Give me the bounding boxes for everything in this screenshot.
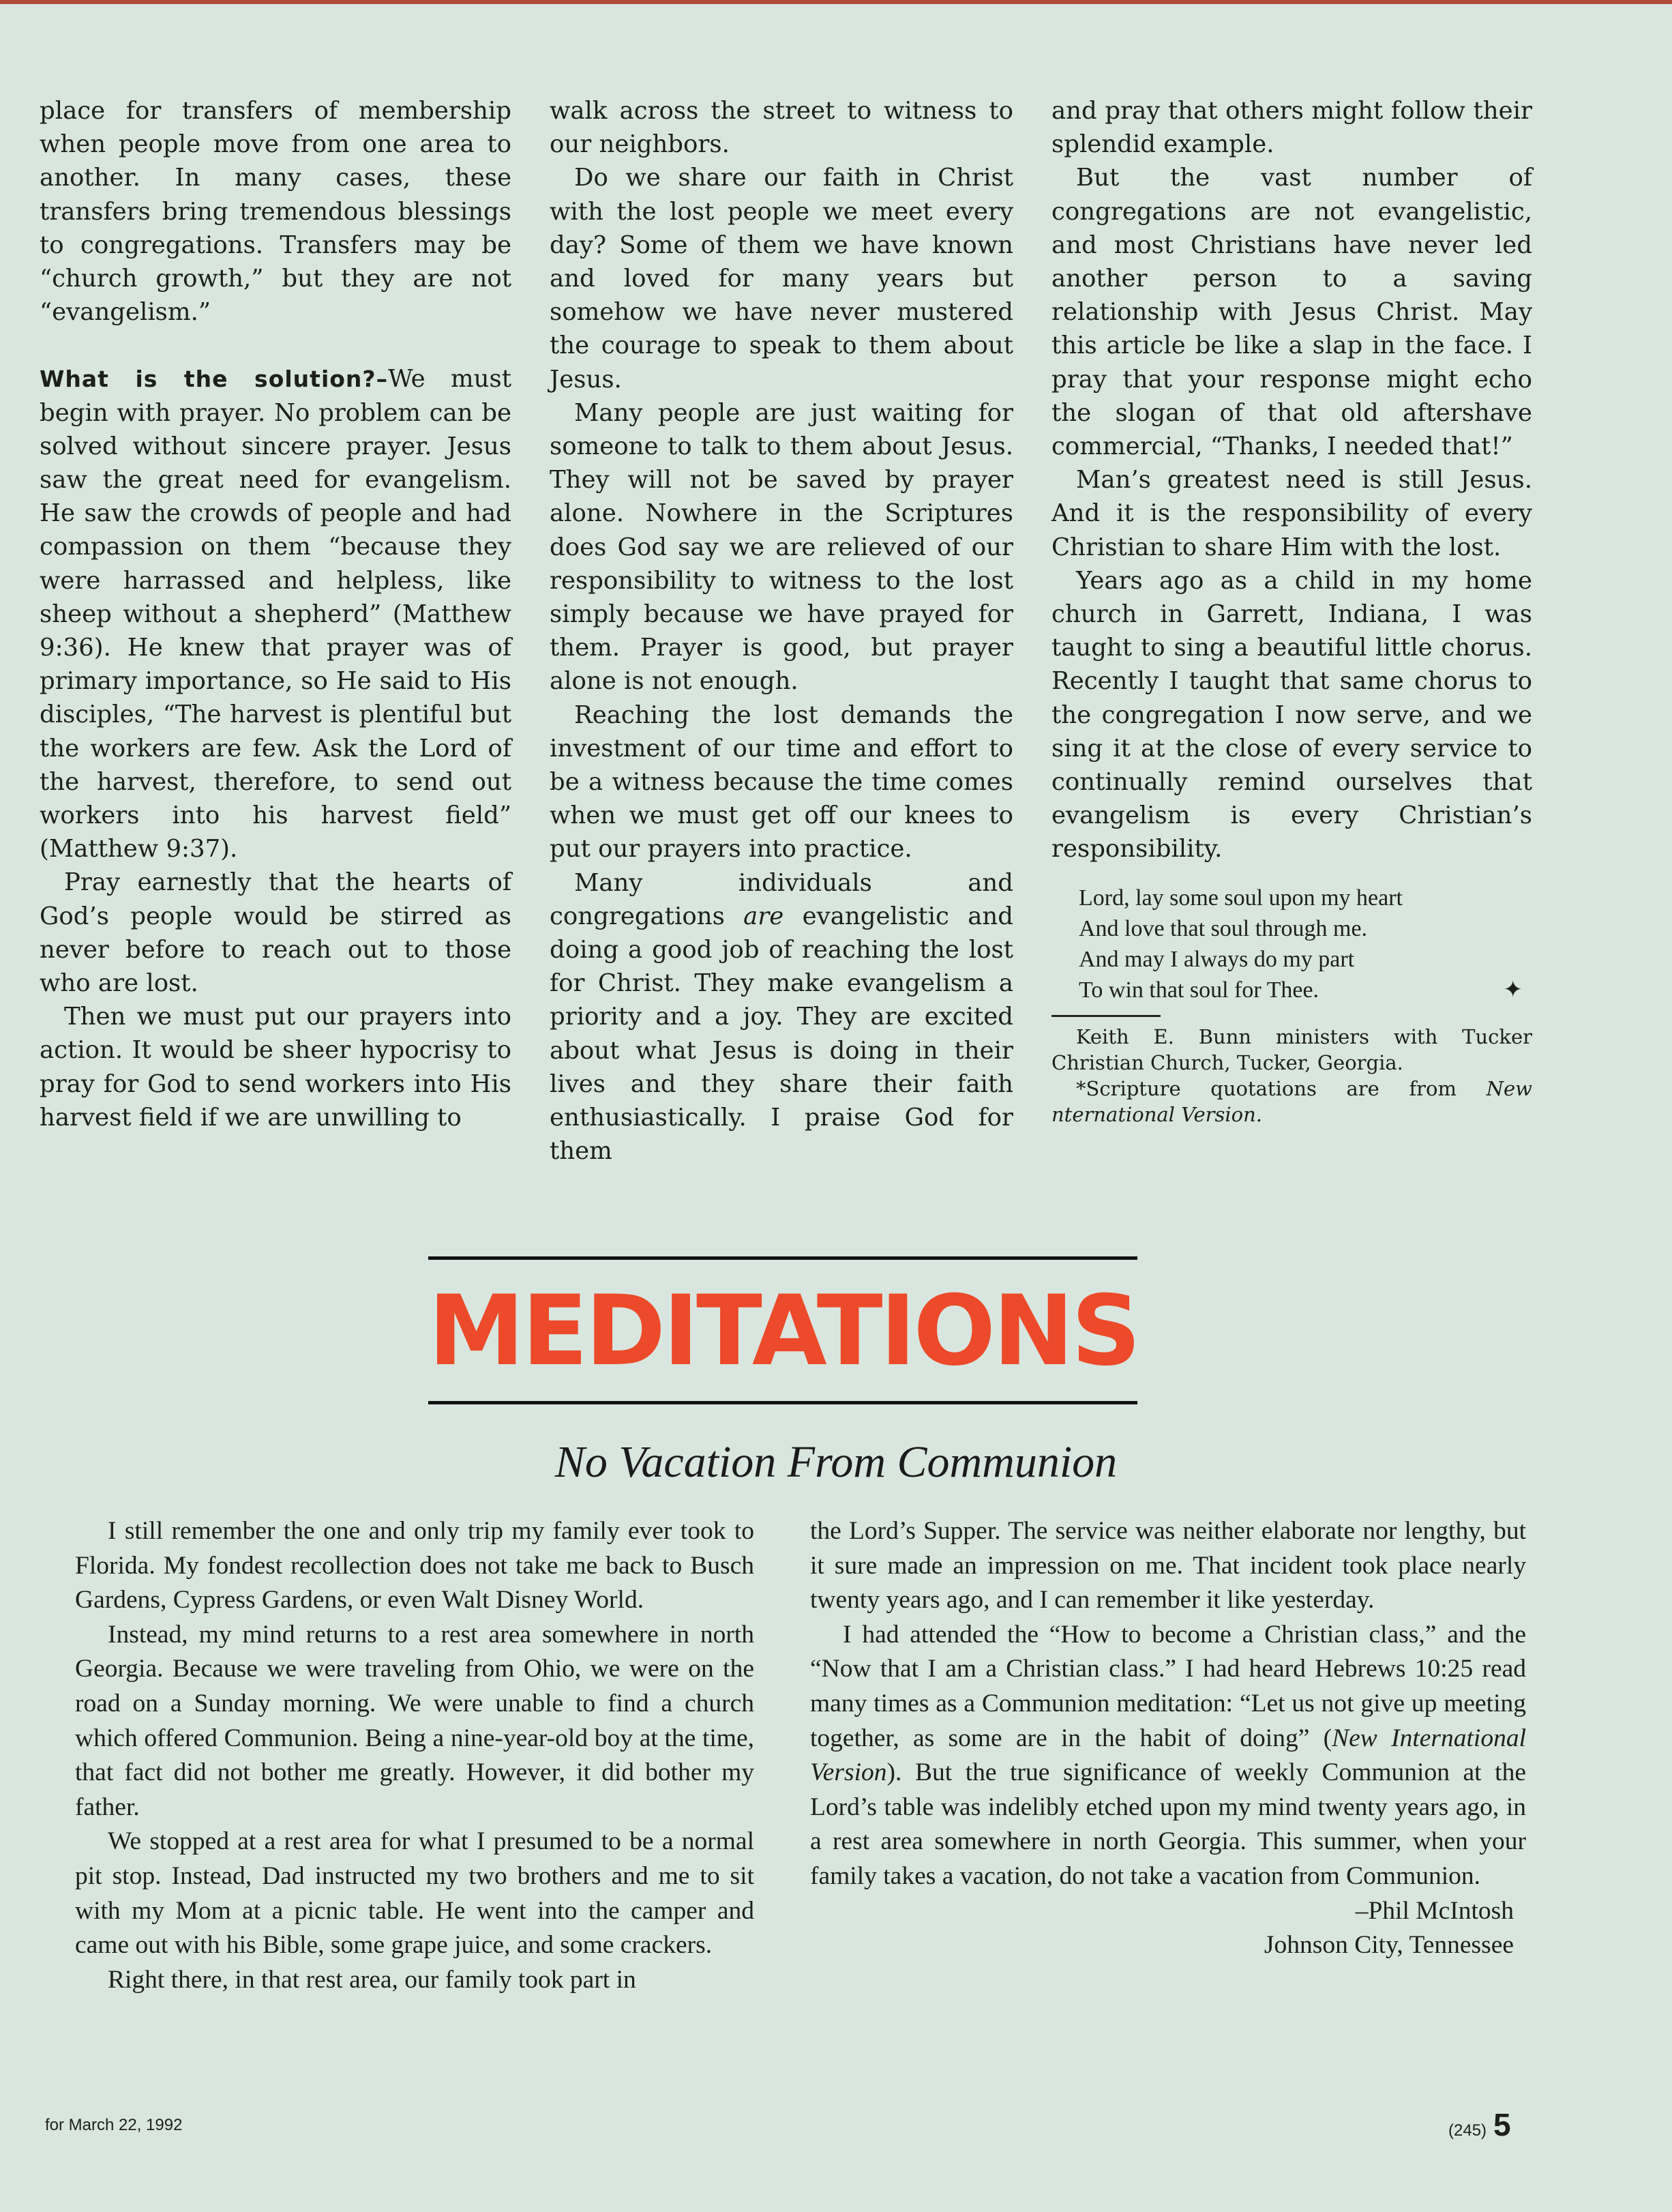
author-bio: Keith E. Bunn ministers with Tucker Christian Church, Tucker, Georgia. xyxy=(1051,1024,1532,1074)
meditation-column-1 xyxy=(75,1514,754,1997)
masthead-title: MEDITATIONS xyxy=(428,1275,1139,1387)
emphasis-text: are xyxy=(743,902,784,930)
paragraph: place for transfers of membership when people move from one area to another. In many cases, these transfers bring tremendous blessings to congregations. Transfers may be “church growth,” but they are not “evangelism.” xyxy=(40,97,511,327)
article-column-2 xyxy=(550,94,1013,1168)
section-subhead: What is the solution?– xyxy=(40,366,389,393)
chorus-poem xyxy=(1051,883,1532,1005)
paragraph: But the vast number of congregations are not evangelistic, and most Christians have never led another person to a saving relationship with Jesus Christ. May this article be like a slap in the face. I pray that your response might echo the slogan of that old aftershave commercial, “Thanks, I needed that!” xyxy=(1051,164,1532,461)
issue-page-number: (245) xyxy=(1448,2121,1487,2140)
poem-line: Lord, lay some soul upon my heart xyxy=(1079,885,1403,911)
end-mark-icon: ✦ xyxy=(1503,977,1523,1003)
paragraph: Reaching the lost demands the investment of our time and effort to be a witness because the time comes when we must get off our knees to put our prayers into practice. xyxy=(550,701,1013,864)
page-number-block xyxy=(1448,2106,1511,2143)
paragraph-text: Many individuals and congregations xyxy=(550,868,1013,930)
paragraph xyxy=(550,866,1013,1168)
paragraph: Pray earnestly that the hearts of God’s people would be stirred as never before to reach out to those who are lost. xyxy=(40,868,511,998)
paragraph-text: ). But the true significance of weekly Communion at the Lord’s table was indelibly etched upon my mind twenty years ago, in a rest area somewhere in north Georgia. This summer, when your family takes a vacation, do not take a vacation from Communion. xyxy=(810,1758,1526,1890)
note-emphasis: New nternational Version. xyxy=(1051,1076,1532,1126)
paragraph: Then we must put our prayers into action. It would be sheer hypocrisy to pray for God to send workers into His harvest field if we are unwilling to xyxy=(40,1003,511,1132)
page-number: 5 xyxy=(1493,2107,1511,2142)
article-column-1 xyxy=(40,94,511,1134)
bio-divider xyxy=(1051,1015,1161,1017)
paragraph: and pray that others might follow their splendid example. xyxy=(1051,97,1532,159)
paragraph: Do we share our faith in Christ with the lost people we meet every day? Some of them we have known and loved for many years but somehow we have never mustered the courage to speak to them about Jesus. xyxy=(550,164,1013,394)
masthead-top-rule xyxy=(428,1256,1137,1260)
paragraph: Instead, my mind returns to a rest area somewhere in north Georgia. Because we were traveling from Ohio, we were on the road on a Sunday morning. We were unable to find a church which offered Communion. Being a nine-year-old boy at the time, that fact did not bother me greatly. However, it did bother my father. xyxy=(75,1620,754,1821)
poem-line-text: To win that soul for Thee. xyxy=(1079,977,1319,1003)
issue-date: for March 22, 1992 xyxy=(45,2116,183,2134)
paragraph: Years ago as a child in my home church in Garrett, Indiana, I was taught to sing a beautiful little chorus. Recently I taught that same chorus to the congregation I now serve, and we sing it at the close of every service to continually remind ourselves that evangelism is every Christian’s responsibility. xyxy=(1051,566,1532,864)
poem-line-last xyxy=(1079,975,1532,1005)
meditations-masthead xyxy=(428,1252,1137,1408)
article-column-3 xyxy=(1051,94,1532,1127)
poem-line: And love that soul through me. xyxy=(1079,915,1368,941)
scripture-note xyxy=(1051,1076,1532,1127)
paragraph: the Lord’s Supper. The service was neither elaborate nor lengthy, but it sure made an impression on me. That incident took place nearly twenty years ago, and I can remember it like yesterday. xyxy=(810,1517,1526,1614)
paragraph: Many people are just waiting for someone to talk to them about Jesus. They will not be saved by prayer alone. Nowhere in the Scriptures does God say we are relieved of our responsibility to witness to the lost simply because we have prayed for them. Prayer is good, but prayer alone is not enough. xyxy=(550,398,1013,696)
meditation-column-2 xyxy=(810,1514,1526,1963)
top-edge-line xyxy=(0,0,1672,4)
paragraph: We stopped at a rest area for what I presumed to be a normal pit stop. Instead, Dad instructed my two brothers and me to sit with my Mom at a picnic table. He went into the camper and came out with his Bible, some grape juice, and some crackers. xyxy=(75,1827,754,1960)
paragraph xyxy=(40,362,511,866)
paragraph xyxy=(810,1618,1526,1894)
paragraph: Right there, in that rest area, our family took part in xyxy=(108,1965,636,1994)
paragraph: I still remember the one and only trip my family ever took to Florida. My fondest recollection does not take me back to Busch Gardens, Cypress Gardens, or even Walt Disney World. xyxy=(75,1517,754,1614)
meditation-title: No Vacation From Communion xyxy=(554,1437,1118,1487)
paragraph: Man’s greatest need is still Jesus. And it is the responsibility of every Christian to share Him with the lost. xyxy=(1051,466,1532,561)
author-location: Johnson City, Tennessee xyxy=(1264,1931,1514,1960)
paragraph-text: We must begin with prayer. No problem can be solved without sincere prayer. Jesus saw the great need for evangelism. He saw the crowds of people and had compassion on them “because they were harrassed and helpless, like sheep without a shepherd” (Matthew 9:36). He knew that prayer was of primary importance, so He said to His disciples, “The harvest is plentiful but the workers are few. Ask the Lord of the harvest, therefore, to send out workers into his harvest field” (Matthew 9:37). xyxy=(40,365,511,864)
paragraph-text: evangelistic and doing a good job of reaching the lost for Christ. They make evangelism a priority and a joy. They are excited about what Jesus is doing in their lives and they share their faith enthusiastically. I praise God for them xyxy=(550,902,1013,1166)
note-text: *Scripture quotations are from xyxy=(1076,1076,1487,1100)
author-signature: –Phil McIntosh xyxy=(1355,1896,1514,1925)
masthead-bottom-rule xyxy=(428,1401,1137,1404)
emphasis-text: New International Version xyxy=(810,1724,1526,1787)
paragraph-text: I had attended the “How to become a Christian class,” and the “Now that I am a Christian class.” I had heard Hebrews 10:25 read many times as a Communion meditation: “Let us not give up meeting together, as some are in the habit of doing” ( xyxy=(810,1620,1526,1752)
paragraph: walk across the street to witness to our neighbors. xyxy=(550,97,1013,159)
poem-line: And may I always do my part xyxy=(1079,946,1355,972)
